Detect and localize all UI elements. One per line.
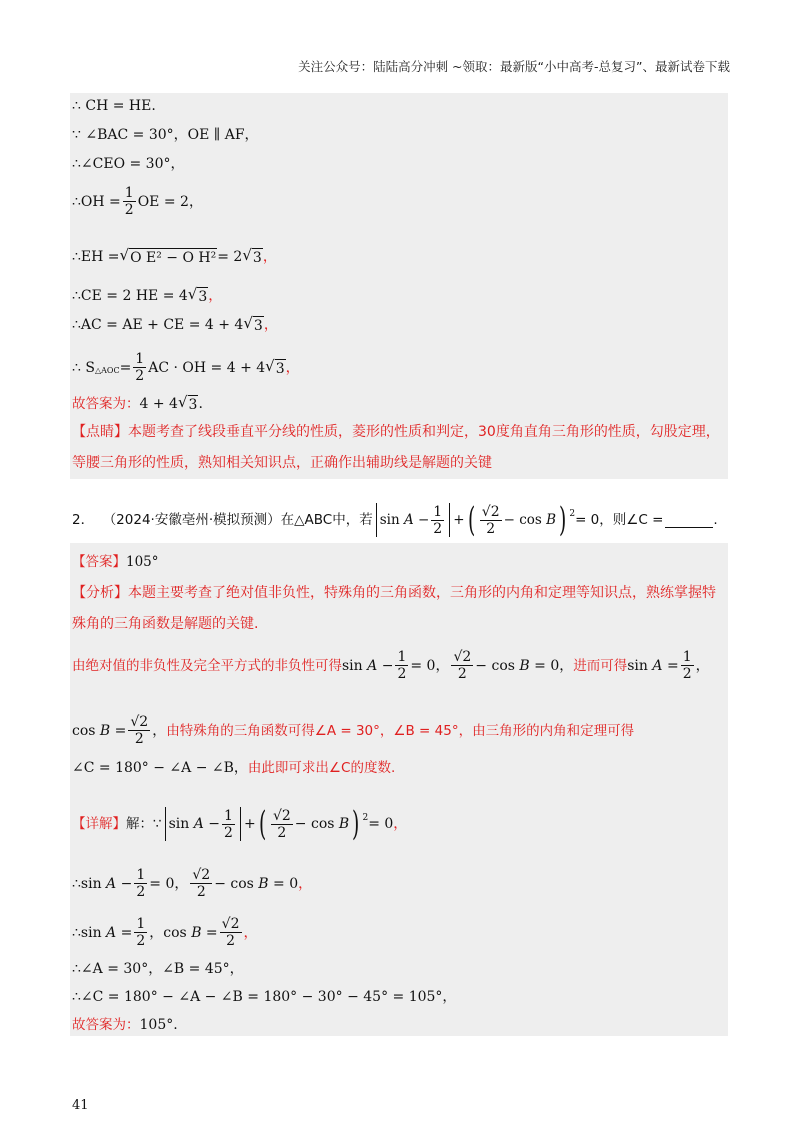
solution-line: ∴AC = AE + CE = 4 + 4 √ 3 ， [72,314,278,334]
sqrt-expression: √ 3 [187,285,208,305]
comment-paragraph: 【点睛】本题考查了线段垂直平分线的性质，菱形的性质和判定，30度角直角三角形的性质，勾股定理，等腰三角形的性质，熟知相关知识点，正确作出辅助线是解题的关键 [72,424,720,471]
solution-line: ∴ S $_{\triangle AOC}$ = $\frac{1}{2}$ AC · OH = 4 + 4 √ 3 ， [72,351,300,384]
fraction-half: $\frac{1}{2}$ [124,185,134,218]
final-answer-line: 故答案为： 105°. [72,1017,178,1033]
sqrt-expression: √ 3 [265,357,285,377]
analysis-line: 由绝对值的非负性及完全平方式的非负性可得 sin A − $\frac{1}{2}$ = 0， $\frac{√2}{2}$ − cos B = 0， 进而可得 sin A = $\frac{1}{2}$ ， [72,649,710,682]
sqrt-expression: √ O E² − O H² [119,246,217,266]
fraction-half: $\frac{1}{2}$ [135,351,145,384]
detail-line: ∴∠C = 180° − ∠A − ∠B = 180° − 30° − 45° = 105°， [72,989,457,1005]
detail-line: ∴∠A = 30°，∠B = 45°， [72,961,244,977]
answer-tag-line: 【答案】 105° [72,554,159,570]
detail-line: ∴sin A = $\frac{1}{2}$ ，cos B = $\frac{√2}{2}$ ， [72,916,258,949]
sqrt-expression: √ 3 [243,314,263,334]
solution-line: ∵ ∠BAC = 30°，OE ∥ AF， [72,127,259,143]
problem-2-statement: 2． （2024·安徽亳州·模拟预测）在△ABC中，若 sin A − $\frac{1}{2}$ + ( $\frac{√2}{2}$ − cos B ) $^2$ = 0，则∠C = . [72,500,718,540]
analysis-paragraph: 【分析】本题主要考查了绝对值非负性，特殊角的三角函数，三角形的内角和定理等知识点，熟练掌握特殊角的三角函数是解题的关键. [72,585,716,632]
analysis-line: ∠C = 180° − ∠A − ∠B， 由此即可求出∠C的度数. [72,760,396,776]
solution-line: ∴ CH = HE. [72,98,156,114]
page-number: 41 [72,1098,89,1113]
detail-line: 【详解】 解：∵ sin A − $\frac{1}{2}$ + ( $\frac{√2}{2}$ − cos B ) $^2$ = 0 ， [72,804,408,844]
answer-blank [665,513,713,528]
solution-line: ∴OH = $\frac{1}{2}$ OE = 2， [72,185,203,218]
page-header: 关注公众号：陆陆高分冲刺 ~领取：最新版“小中高考-总复习”、最新试卷下载 [298,59,730,74]
analysis-line: cos B = $\frac{√2}{2}$ ， 由特殊角的三角函数可得∠A = 30°，∠B = 45°，由三角形的内角和定理可得 [72,714,635,747]
solution-line: ∴CE = 2 HE = 4 √ 3 ， [72,285,223,305]
detail-line: ∴sin A − $\frac{1}{2}$ = 0， $\frac{√2}{2}$ − cos B = 0 ， [72,867,313,900]
sqrt-expression: √ 3 [177,393,198,413]
answer-line: 故答案为： 4 + 4 √ 3 . [72,393,203,413]
sqrt-expression: √ 3 [242,246,262,266]
solution-line: ∴EH = √ O E² − O H² = 2 √ 3 ， [72,246,277,266]
solution-line: ∴∠CEO = 30°， [72,156,185,172]
